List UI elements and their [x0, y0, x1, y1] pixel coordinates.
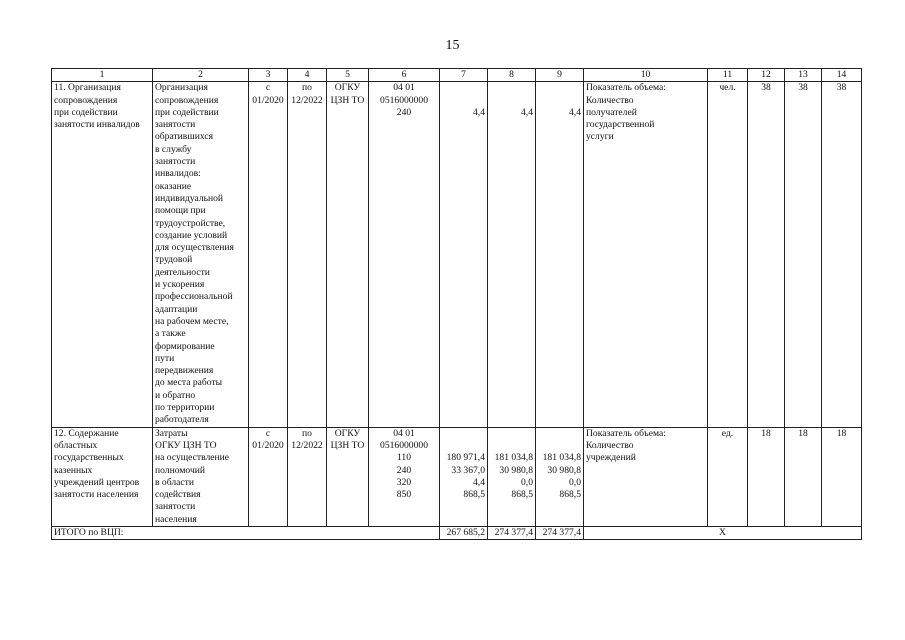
total-mark-cell: Х — [584, 526, 862, 539]
amount-2021-cell: 181 034,8 30 980,8 0,0 868,5 — [488, 427, 536, 526]
event-description-cell: Организация сопровождения при содействии занятости обратившихся в службу занятости инвалидов: оказание индивидуальной помощи при трудоустройстве, создание условий для осуществления трудовой деятельности и ускорения профессиональной адаптации на рабочем месте, а также формирование пути передвижения до места работы и обратно по территории работодателя — [153, 82, 249, 427]
unit-cell: чел. — [708, 82, 748, 427]
event-description-cell: Затраты ОГКУ ЦЗН ТО на осуществление полномочий в области содействия занятости населения — [153, 427, 249, 526]
value-2022-cell: 38 — [822, 82, 862, 427]
unit-cell: ед. — [708, 427, 748, 526]
value-2022-cell: 18 — [822, 427, 862, 526]
table-row — [52, 427, 862, 526]
page-number: 15 — [445, 38, 460, 53]
amount-2022-cell: 181 034,8 30 980,8 0,0 868,5 — [536, 427, 584, 526]
amount-2020-cell: 180 971,4 33 367,0 4,4 868,5 — [440, 427, 488, 526]
start-date-cell: с 01/2020 — [249, 427, 288, 526]
header-cell: 2 — [153, 69, 249, 82]
header-cell: 14 — [822, 69, 862, 82]
header-cell: 10 — [584, 69, 708, 82]
header-cell: 3 — [249, 69, 288, 82]
table-row — [52, 82, 862, 427]
budget-code-cell: 04 01 0516000000 240 — [369, 82, 440, 427]
amount-2020-cell: 4,4 — [440, 82, 488, 427]
end-date-cell: по 12/2022 — [288, 82, 327, 427]
header-row — [52, 69, 862, 82]
event-name-cell: 11. Организация сопровождения при содействии занятости инвалидов — [52, 82, 153, 427]
program-table — [51, 68, 862, 540]
end-date-cell: по 12/2022 — [288, 427, 327, 526]
total-row — [52, 526, 862, 539]
amount-2022-cell: 4,4 — [536, 82, 584, 427]
executor-cell: ОГКУ ЦЗН ТО — [327, 427, 369, 526]
value-2021-cell: 38 — [785, 82, 822, 427]
header-cell: 1 — [52, 69, 153, 82]
indicator-cell: Показатель объема: Количество получателей государственной услуги — [584, 82, 708, 427]
header-cell: 12 — [748, 69, 785, 82]
header-cell: 11 — [708, 69, 748, 82]
value-2021-cell: 18 — [785, 427, 822, 526]
executor-cell: ОГКУ ЦЗН ТО — [327, 82, 369, 427]
value-2020-cell: 18 — [748, 427, 785, 526]
budget-code-cell: 04 01 0516000000 110 240 320 850 — [369, 427, 440, 526]
header-cell: 9 — [536, 69, 584, 82]
header-cell: 7 — [440, 69, 488, 82]
start-date-cell: с 01/2020 — [249, 82, 288, 427]
header-cell: 4 — [288, 69, 327, 82]
value-2020-cell: 38 — [748, 82, 785, 427]
header-cell: 8 — [488, 69, 536, 82]
header-cell: 5 — [327, 69, 369, 82]
event-name-cell: 12. Содержание областных государственных казенных учреждений центров занятости населения — [52, 427, 153, 526]
total-2020-cell: 267 685,2 — [440, 526, 488, 539]
total-2022-cell: 274 377,4 — [536, 526, 584, 539]
total-2021-cell: 274 377,4 — [488, 526, 536, 539]
header-cell: 6 — [369, 69, 440, 82]
header-cell: 13 — [785, 69, 822, 82]
total-label: ИТОГО по ВЦП: — [52, 526, 440, 539]
amount-2021-cell: 4,4 — [488, 82, 536, 427]
indicator-cell: Показатель объема: Количество учреждений — [584, 427, 708, 526]
